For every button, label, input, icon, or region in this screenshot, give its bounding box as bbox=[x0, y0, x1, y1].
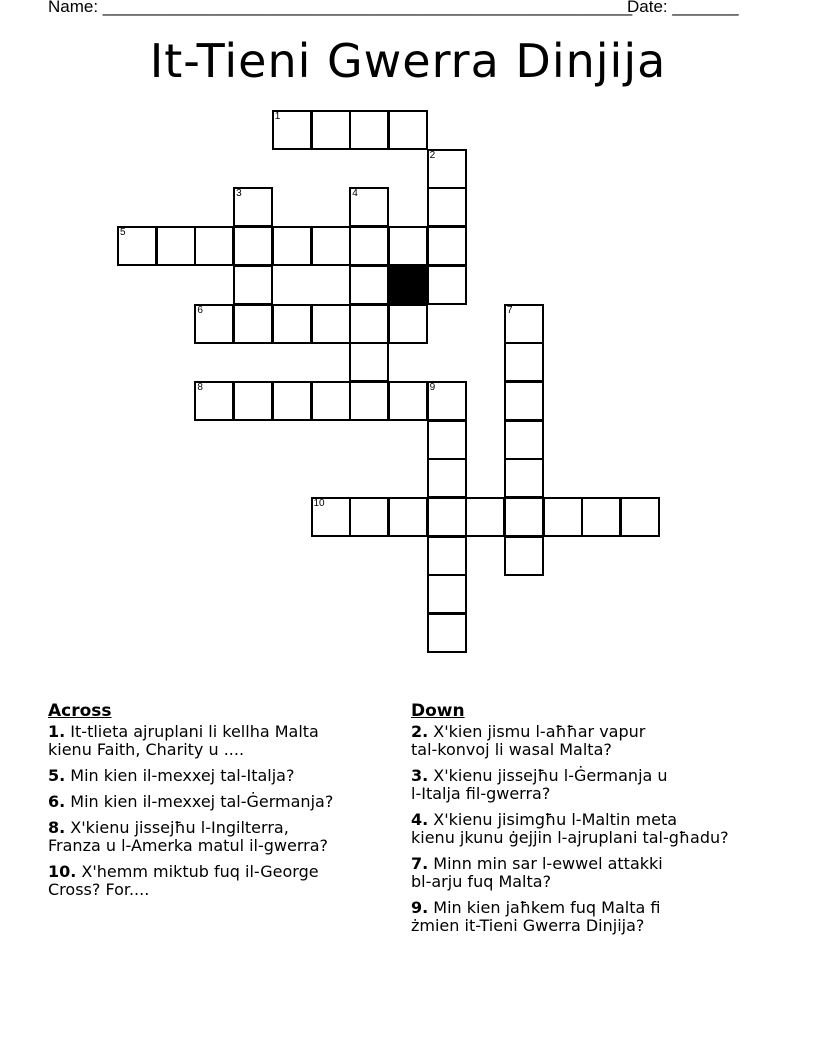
across-clue bbox=[48, 819, 388, 855]
clue-number: 2 bbox=[429, 149, 436, 161]
clue-text: X'kienu jissejħu l-Ingilterra, Franza u l-Amerka matul il-gwerra? bbox=[48, 818, 329, 855]
down-list bbox=[411, 723, 781, 935]
name-field-label[interactable]: Name: ________________________________________________________ bbox=[48, 0, 633, 16]
grid-cell[interactable] bbox=[311, 497, 351, 537]
grid-cell[interactable] bbox=[272, 226, 312, 266]
clue-text: It-tlieta ajruplani li kellha Malta kienu Faith, Charity u .... bbox=[48, 722, 319, 759]
grid-cell[interactable] bbox=[427, 420, 467, 460]
grid-cell[interactable] bbox=[233, 304, 273, 344]
down-clue bbox=[411, 899, 781, 935]
clue-number: 7. bbox=[411, 854, 429, 873]
grid-cell[interactable] bbox=[233, 226, 273, 266]
clue-number: 9 bbox=[429, 381, 436, 393]
clue-text: Min kien jaħkem fuq Malta fi żmien it-Tieni Gwerra Dinjija? bbox=[411, 898, 661, 935]
clue-number: 1 bbox=[274, 111, 281, 122]
clue-number: 10. bbox=[48, 862, 77, 881]
grid-cell[interactable] bbox=[233, 187, 273, 227]
clue-number: 8. bbox=[48, 818, 66, 837]
across-clue bbox=[48, 767, 388, 785]
clue-text: X'kienu jisimgħu l-Maltin meta kienu jkunu ġejjin l-ajruplani tal-għadu? bbox=[411, 810, 729, 847]
clue-text: X'kienu jissejħu l-Ġermanja u l-Italja fil-gwerra? bbox=[411, 766, 668, 803]
grid-cell[interactable] bbox=[427, 458, 467, 498]
grid-cell[interactable] bbox=[156, 226, 196, 266]
clue-text: Min kien il-mexxej tal-Italja? bbox=[65, 766, 295, 785]
grid-cell[interactable] bbox=[427, 381, 467, 421]
grid-cell[interactable] bbox=[388, 226, 428, 266]
across-list bbox=[48, 723, 388, 899]
grid-cell[interactable] bbox=[427, 574, 467, 614]
grid-cell[interactable] bbox=[311, 110, 351, 150]
grid-cell[interactable] bbox=[311, 304, 351, 344]
across-clue bbox=[48, 793, 388, 811]
grid-cell[interactable] bbox=[504, 304, 544, 344]
grid-cell[interactable] bbox=[311, 381, 351, 421]
grid-cell[interactable] bbox=[233, 381, 273, 421]
grid-cell[interactable] bbox=[349, 265, 389, 305]
clue-text: Minn min sar l-ewwel attakki bl-arju fuq Malta? bbox=[411, 854, 663, 891]
grid-cell[interactable] bbox=[349, 187, 389, 227]
down-clue bbox=[411, 855, 781, 891]
grid-cell[interactable] bbox=[194, 304, 234, 344]
clue-number: 5 bbox=[120, 227, 126, 239]
down-clue bbox=[411, 723, 781, 759]
grid-cell[interactable] bbox=[349, 304, 389, 344]
grid-cell[interactable] bbox=[388, 110, 428, 150]
clue-number: 3 bbox=[236, 188, 242, 200]
clue-number: 9. bbox=[411, 898, 429, 917]
grid-cell[interactable] bbox=[233, 265, 273, 305]
grid-cell[interactable] bbox=[504, 497, 544, 537]
page-title: It-Tieni Gwerra Dinjija bbox=[149, 34, 667, 88]
grid-cell[interactable] bbox=[427, 226, 467, 266]
grid-cell[interactable] bbox=[194, 381, 234, 421]
clue-text: Min kien il-mexxej tal-Ġermanja? bbox=[65, 792, 334, 811]
clue-number: 4. bbox=[411, 810, 429, 829]
grid-cell[interactable] bbox=[504, 342, 544, 382]
grid-block bbox=[388, 265, 428, 305]
clue-number: 7 bbox=[507, 304, 513, 316]
across-clue bbox=[48, 723, 388, 759]
clue-number: 3. bbox=[411, 766, 429, 785]
grid-cell[interactable] bbox=[272, 110, 312, 150]
grid-cell[interactable] bbox=[349, 110, 389, 150]
clue-number: 8 bbox=[197, 381, 203, 393]
grid-cell[interactable] bbox=[465, 497, 505, 537]
down-heading: Down bbox=[411, 701, 465, 721]
grid-cell[interactable] bbox=[543, 497, 583, 537]
clue-number: 4 bbox=[352, 188, 358, 200]
grid-cell[interactable] bbox=[581, 497, 621, 537]
clue-text: X'kien jismu l-aħħar vapur tal-konvoj li wasal Malta? bbox=[411, 722, 646, 759]
clue-number: 5. bbox=[48, 766, 66, 785]
clue-number: 2. bbox=[411, 722, 429, 741]
down-clues bbox=[411, 702, 781, 943]
grid-cell[interactable] bbox=[388, 304, 428, 344]
grid-cell[interactable] bbox=[504, 458, 544, 498]
grid-cell[interactable] bbox=[194, 226, 234, 266]
grid-cell[interactable] bbox=[427, 187, 467, 227]
grid-cell[interactable] bbox=[427, 536, 467, 576]
clue-number: 1. bbox=[48, 722, 66, 741]
clue-number: 6. bbox=[48, 792, 66, 811]
grid-cell[interactable] bbox=[427, 497, 467, 537]
grid-cell[interactable] bbox=[504, 420, 544, 460]
grid-cell[interactable] bbox=[388, 381, 428, 421]
clue-number: 10 bbox=[313, 498, 325, 509]
across-heading: Across bbox=[48, 701, 112, 721]
grid-cell[interactable] bbox=[349, 497, 389, 537]
grid-cell[interactable] bbox=[504, 536, 544, 576]
grid-cell[interactable] bbox=[117, 226, 157, 266]
grid-cell[interactable] bbox=[427, 265, 467, 305]
grid-cell[interactable] bbox=[272, 381, 312, 421]
grid-cell[interactable] bbox=[349, 381, 389, 421]
grid-cell[interactable] bbox=[311, 226, 351, 266]
grid-cell[interactable] bbox=[349, 226, 389, 266]
across-clue bbox=[48, 863, 388, 899]
grid-cell[interactable] bbox=[620, 497, 660, 537]
down-clue bbox=[411, 767, 781, 803]
clue-text: X'hemm miktub fuq il-George Cross? For.... bbox=[48, 862, 319, 899]
clue-number: 6 bbox=[197, 304, 203, 316]
date-field-label[interactable]: Date: _______ bbox=[627, 0, 739, 16]
grid-cell[interactable] bbox=[427, 613, 467, 653]
down-clue bbox=[411, 811, 781, 847]
grid-cell[interactable] bbox=[349, 342, 389, 382]
grid-cell[interactable] bbox=[427, 149, 467, 189]
grid-cell[interactable] bbox=[388, 497, 428, 537]
grid-cell[interactable] bbox=[272, 304, 312, 344]
grid-cell[interactable] bbox=[504, 381, 544, 421]
across-clues bbox=[48, 702, 388, 907]
